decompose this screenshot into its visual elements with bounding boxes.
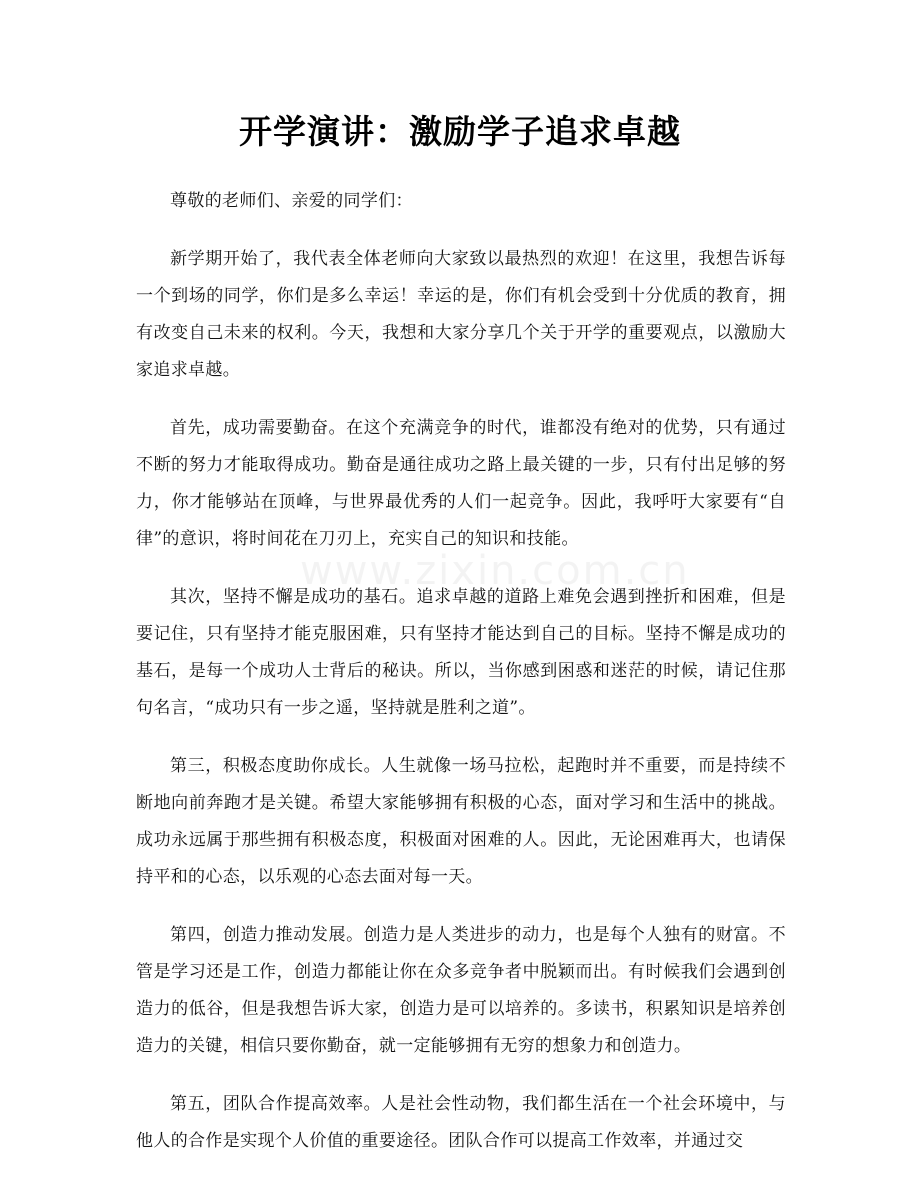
point-teamwork-paragraph: 第五，团队合作提高效率。人是社会性动物，我们都生活在一个社会环境中，与他人的合作是实现个人价值的重要途径。团队合作可以提高工作效率，并通过交 xyxy=(136,1094,786,1151)
point-perseverance-paragraph: 其次，坚持不懈是成功的基石。追求卓越的道路上难免会遇到挫折和困难，但是要记住，只有坚持才能克服困难，只有坚持才能达到自己的目标。坚持不懈是成功的基石，是每一个成功人士背后的秘诀。所以，当你感到困惑和迷茫的时候，请记住那句名言，“成功只有一步之遥，坚持就是胜利之道”。 xyxy=(136,587,786,718)
intro-paragraph: 新学期开始了，我代表全体老师向大家致以最热烈的欢迎！在这里，我想告诉每一个到场的同学，你们是多么幸运！幸运的是，你们有机会受到十分优质的教育，拥有改变自己未来的权利。今天，我想和大家分享几个关于开学的重要观点，以激励大家追求卓越。 xyxy=(136,249,786,380)
document-body xyxy=(136,183,786,1181)
watermark-text: www.zixin.com.cn xyxy=(300,548,690,594)
point-attitude-paragraph: 第三，积极态度助你成长。人生就像一场马拉松，起跑时并不重要，而是持续不断地向前奔跑才是关键。希望大家能够拥有积极的心态，面对学习和生活中的挑战。成功永远属于那些拥有积极态度，积极面对困难的人。因此，无论困难再大，也请保持平和的心态，以乐观的心态去面对每一天。 xyxy=(136,756,786,887)
point-diligence-paragraph: 首先，成功需要勤奋。在这个充满竞争的时代，谁都没有绝对的优势，只有通过不断的努力才能取得成功。勤奋是通往成功之路上最关键的一步，只有付出足够的努力，你才能够站在顶峰，与世界最优秀的人们一起竞争。因此，我呼吁大家要有“自律”的意识，将时间花在刀刃上，充实自己的知识和技能。 xyxy=(136,418,786,549)
salutation-paragraph: 尊敬的老师们、亲爱的同学们： xyxy=(170,191,413,211)
point-creativity-paragraph: 第四，创造力推动发展。创造力是人类进步的动力，也是每个人独有的财富。不管是学习还是工作，创造力都能让你在众多竞争者中脱颖而出。有时候我们会遇到创造力的低谷，但是我想告诉大家，创造力是可以培养的。多读书，积累知识是培养创造力的关键，相信只要你勤奋，就一定能够拥有无穷的想象力和创造力。 xyxy=(136,925,786,1056)
document-title: 开学演讲：激励学子追求卓越 xyxy=(239,112,681,151)
